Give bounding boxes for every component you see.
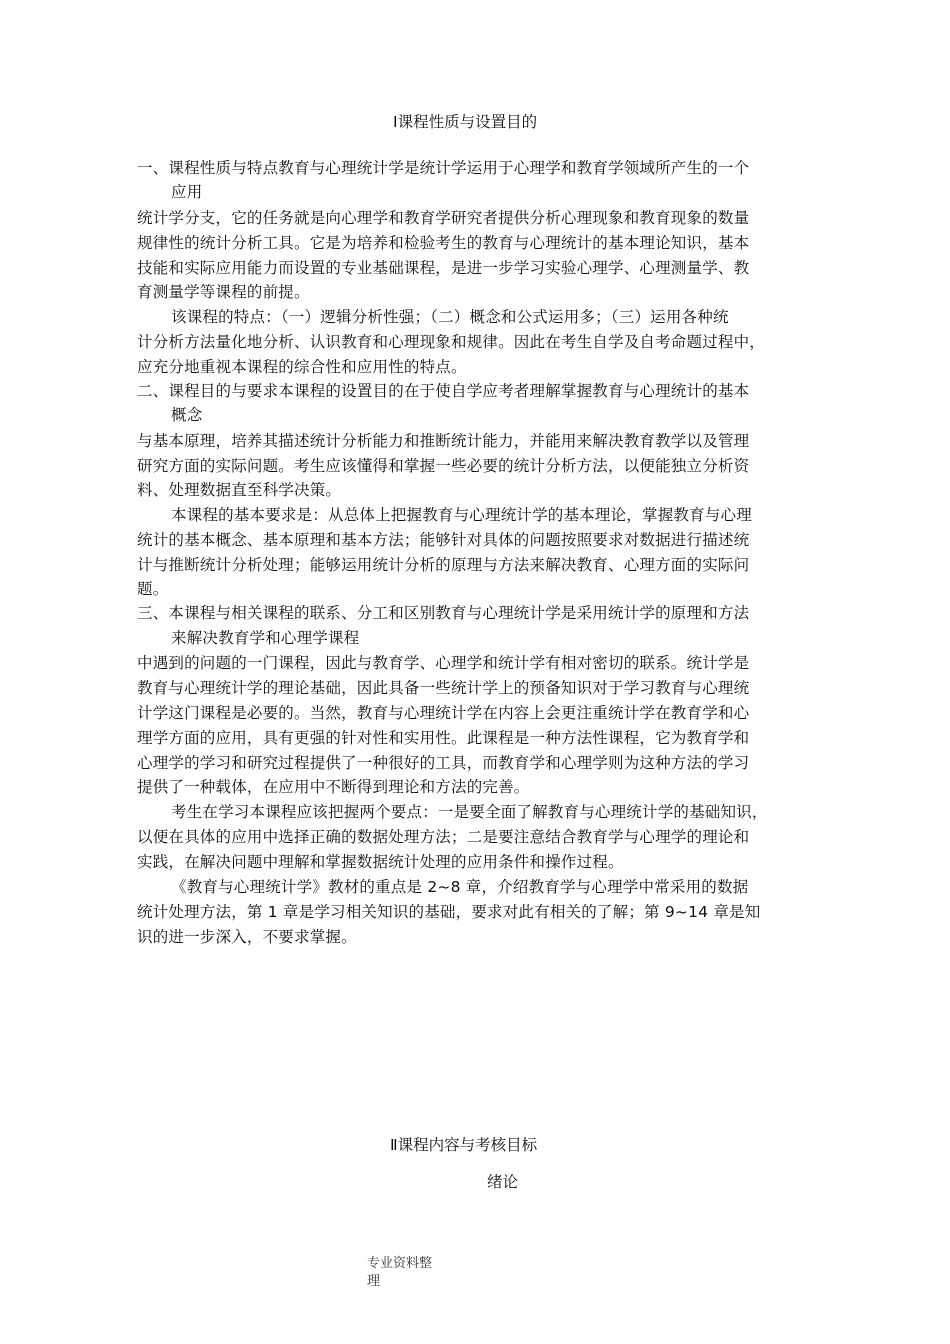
paragraph-line: 识的进一步深入，不要求掌握。: [137, 928, 357, 946]
chapter-title: 绪论: [487, 1173, 519, 1191]
paragraph-line: 一、课程性质与特点教育与心理统计学是统计学运用于心理学和教育学领域所产生的一个: [137, 159, 750, 177]
paragraph-line: 本课程的基本要求是：从总体上把握教育与心理统计学的基本理论，掌握教育与心理: [171, 506, 752, 524]
paragraph-line: 研究方面的实际问题。考生应该懂得和掌握一些必要的统计分析方法，以便能独立分析资: [137, 457, 750, 475]
paragraph-line: 应用: [171, 183, 203, 201]
paragraph-line: 统计学分支，它的任务就是向心理学和教育学研究者提供分析心理现象和教育现象的数量: [137, 209, 750, 227]
paragraph-line: 教育与心理统计学的理论基础，因此具备一些统计学上的预备知识对于学习教育与心理统: [137, 679, 750, 697]
paragraph-line: 二、课程目的与要求本课程的设置目的在于使自学应考者理解掌握教育与心理统计的基本: [137, 382, 750, 400]
paragraph-line: 规律性的统计分析工具。它是为培养和检验考生的教育与心理统计的基本理论知识，基本: [137, 234, 750, 252]
section-title-1: Ⅰ课程性质与设置目的: [393, 113, 538, 131]
paragraph-line: 三、本课程与相关课程的联系、分工和区别教育与心理统计学是采用统计学的原理和方法: [137, 604, 750, 622]
paragraph-line: 题。: [137, 580, 169, 598]
paragraph-line: 该课程的特点：（一）逻辑分析性强；（二）概念和公式运用多；（三）运用各种统: [171, 308, 729, 326]
paragraph-line: 中遇到的问题的一门课程，因此与教育学、心理学和统计学有相对密切的联系。统计学是: [137, 654, 750, 672]
paragraph-line: 计学这门课程是必要的。当然，教育与心理统计学在内容上会更注重统计学在教育学和心: [137, 704, 750, 722]
paragraph-line: 计与推断统计分析处理；能够运用统计分析的原理与方法来解决教育、心理方面的实际问: [137, 556, 750, 574]
paragraph-line: 实践，在解决问题中理解和掌握数据统计处理的应用条件和操作过程。: [137, 853, 624, 871]
section-title-2: Ⅱ课程内容与考核目标: [390, 1136, 538, 1154]
paragraph-line: 统计处理方法，第 1 章是学习相关知识的基础，要求对此有相关的了解；第 9~14 章是知: [137, 903, 761, 921]
paragraph-line: 心理学的学习和研究过程提供了一种很好的工具，而教育学和心理学则为这种方法的学习: [137, 754, 750, 772]
paragraph-line: 来解决教育学和心理学课程: [171, 629, 360, 647]
paragraph-line: 概念: [171, 406, 203, 424]
paragraph-line: 育测量学等课程的前提。: [137, 283, 310, 301]
paragraph-line: 与基本原理，培养其描述统计分析能力和推断统计能力，并能用来解决教育教学以及管理: [137, 432, 750, 450]
paragraph-line: 料、处理数据直至科学决策。: [137, 481, 342, 499]
paragraph-line: 计分析方法量化地分析、认识教育和心理现象和规律。因此在考生自学及自考命题过程中，: [137, 333, 766, 351]
paragraph-line: 《教育与心理统计学》教材的重点是 2~8 章，介绍教育学与心理学中常采用的数据: [171, 878, 749, 896]
paragraph-line: 以便在具体的应用中选择正确的数据处理方法；二是要注意结合教育学与心理学的理论和: [137, 828, 750, 846]
footer-watermark-2: 理: [367, 1274, 381, 1289]
paragraph-line: 应充分地重视本课程的综合性和应用性的特点。: [137, 358, 467, 376]
paragraph-line: 提供了一种载体，在应用中不断得到理论和方法的完善。: [137, 778, 530, 796]
paragraph-line: 理学方面的应用，具有更强的针对性和实用性。此课程是一种方法性课程，它为教育学和: [137, 729, 750, 747]
paragraph-line: 考生在学习本课程应该把握两个要点：一是要全面了解教育与心理统计学的基础知识，: [171, 803, 768, 821]
paragraph-line: 技能和实际应用能力而设置的专业基础课程，是进一步学习实验心理学、心理测量学、教: [137, 259, 750, 277]
footer-watermark: 专业资料整: [367, 1256, 433, 1271]
paragraph-line: 统计的基本概念、基本原理和基本方法；能够针对具体的问题按照要求对数据进行描述统: [137, 531, 750, 549]
